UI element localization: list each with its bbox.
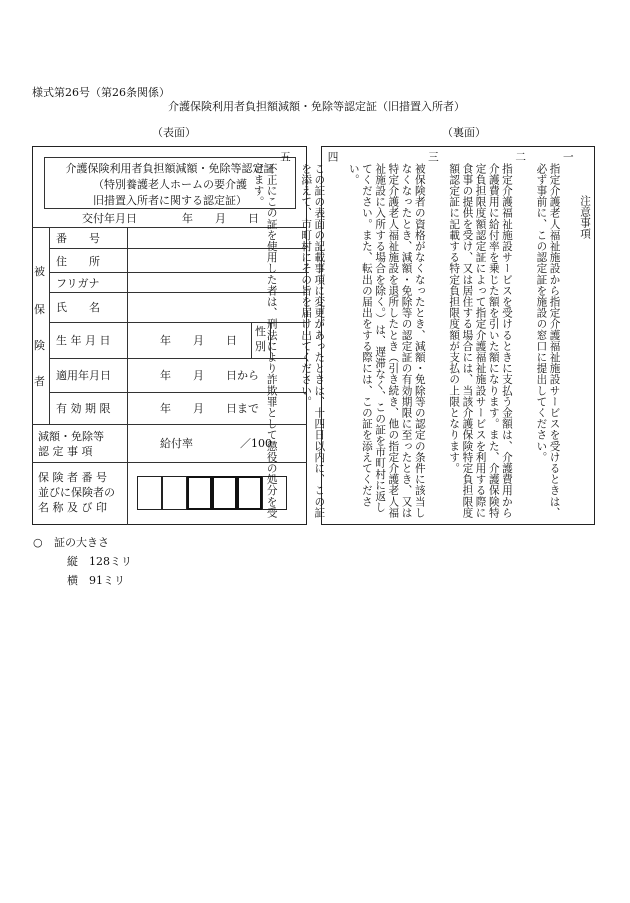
name-label: 氏 名	[56, 301, 100, 314]
certificate-title-line-1: 介護保険利用者負担額減額・免除等認定証	[65, 162, 275, 175]
note-number: 二	[514, 151, 527, 163]
note-item	[251, 151, 291, 519]
note-number: 一	[561, 151, 574, 163]
sex-label: 性	[255, 325, 266, 338]
reduction-label: 認 定 事 項	[38, 445, 93, 458]
benefit-rate-value: ／100	[240, 437, 272, 450]
furigana-label: フリガナ	[56, 277, 100, 290]
insurer-label: 名 称 及 び 印	[38, 501, 107, 514]
insured-label-char: 被	[34, 265, 45, 278]
size-title: 証の大きさ	[54, 536, 109, 549]
address-label: 住 所	[56, 255, 100, 268]
insured-label-char: 険	[34, 339, 45, 352]
note-number: 四	[326, 151, 339, 163]
size-width: 横 91ミリ	[67, 574, 125, 587]
front-side-label: （表面）	[152, 126, 196, 139]
note-text: この証の表面の記載事項に変更があったときは、十四日以内に、この証を添えて、市町村にその旨を届け出てください。	[300, 163, 326, 519]
certificate-title-line-2: （特別養護老人ホームの要介護	[93, 178, 247, 191]
back-side-label: （裏面）	[442, 126, 486, 139]
bullet-icon: ○	[33, 536, 43, 549]
sex-label: 別	[255, 340, 266, 353]
page-title: 介護保険利用者負担額減額・免除等認定証（旧措置入所者）	[168, 100, 465, 113]
insurer-label: 保 険 者 番 号	[38, 471, 107, 484]
reduction-label: 減額・免除等	[38, 430, 104, 443]
note-text: 指定介護福祉施設サービスを受けるときに支払う金額は、介護費用から介護費用に給付率を乗じた額を引いた額になります。また、介護保険特定負担限度額認定証によって指定介護福祉施設サービスを利用する際に食事の提供を受け、又は居住する場合には、当該介護保険特定負担限度額認定証に記載する特定負担限度額が支払の上限となります。	[448, 163, 513, 519]
grid-line	[127, 227, 128, 525]
insured-label-char: 保	[34, 303, 45, 316]
expiry-label: 有 効 期 限	[56, 402, 111, 415]
insurer-number-box	[187, 476, 212, 510]
birthdate-value: 年 月 日	[160, 334, 237, 347]
note-item	[447, 151, 526, 519]
apply-date-label: 適用年月日	[56, 369, 111, 382]
insurer-number-box	[212, 476, 237, 510]
note-number: 三	[426, 151, 439, 163]
expiry-value: 年 月 日まで	[160, 402, 259, 415]
birthdate-label: 生 年 月 日	[56, 334, 111, 347]
notes-heading: 注意事項	[579, 195, 591, 240]
note-item	[534, 151, 574, 519]
apply-date-value: 年 月 日から	[160, 369, 259, 382]
note-text: 被保険者の資格がなくなったとき、減額・免除等の認定の条件に該当しなくなったとき、減額・免除等の認定証の有効期限に至ったとき、又は特定介護老人福祉施設を退所したとき（引き続き、他の指定介護老人福祉施設に入所する場合を除く。）は、遅滞なく、この証を市町村に返してください。また、転出の届出をする際には、この証を添えてください。	[347, 163, 426, 519]
note-number: 五	[278, 151, 291, 163]
form-number: 様式第26号（第26条関係）	[32, 86, 170, 99]
note-item	[299, 151, 339, 519]
benefit-rate-label: 給付率	[160, 437, 193, 450]
insurer-label: 並びに保険者の	[38, 486, 115, 499]
insurer-number-box	[162, 476, 187, 510]
issue-date-label: 交付年月日	[82, 212, 137, 225]
note-text: 不正にこの証を使用した者は、刑法により詐欺罪として懲役の処分を受けます。	[252, 163, 278, 519]
grid-line	[49, 227, 50, 424]
size-height: 縦 128ミリ	[67, 555, 132, 568]
certificate-title-line-3: 旧措置入所者に関する認定証）	[93, 194, 247, 207]
note-item	[347, 151, 439, 519]
number-label: 番 号	[56, 232, 100, 245]
issue-date-value: 年 月 日	[182, 212, 259, 225]
note-text: 指定介護老人福祉施設から指定介護福祉施設サービスを受けるときは、必ず事前に、この認定証を施設の窓口に提出してください。	[535, 163, 561, 519]
insured-label-char: 者	[34, 375, 45, 388]
insurer-number-box	[137, 476, 162, 510]
